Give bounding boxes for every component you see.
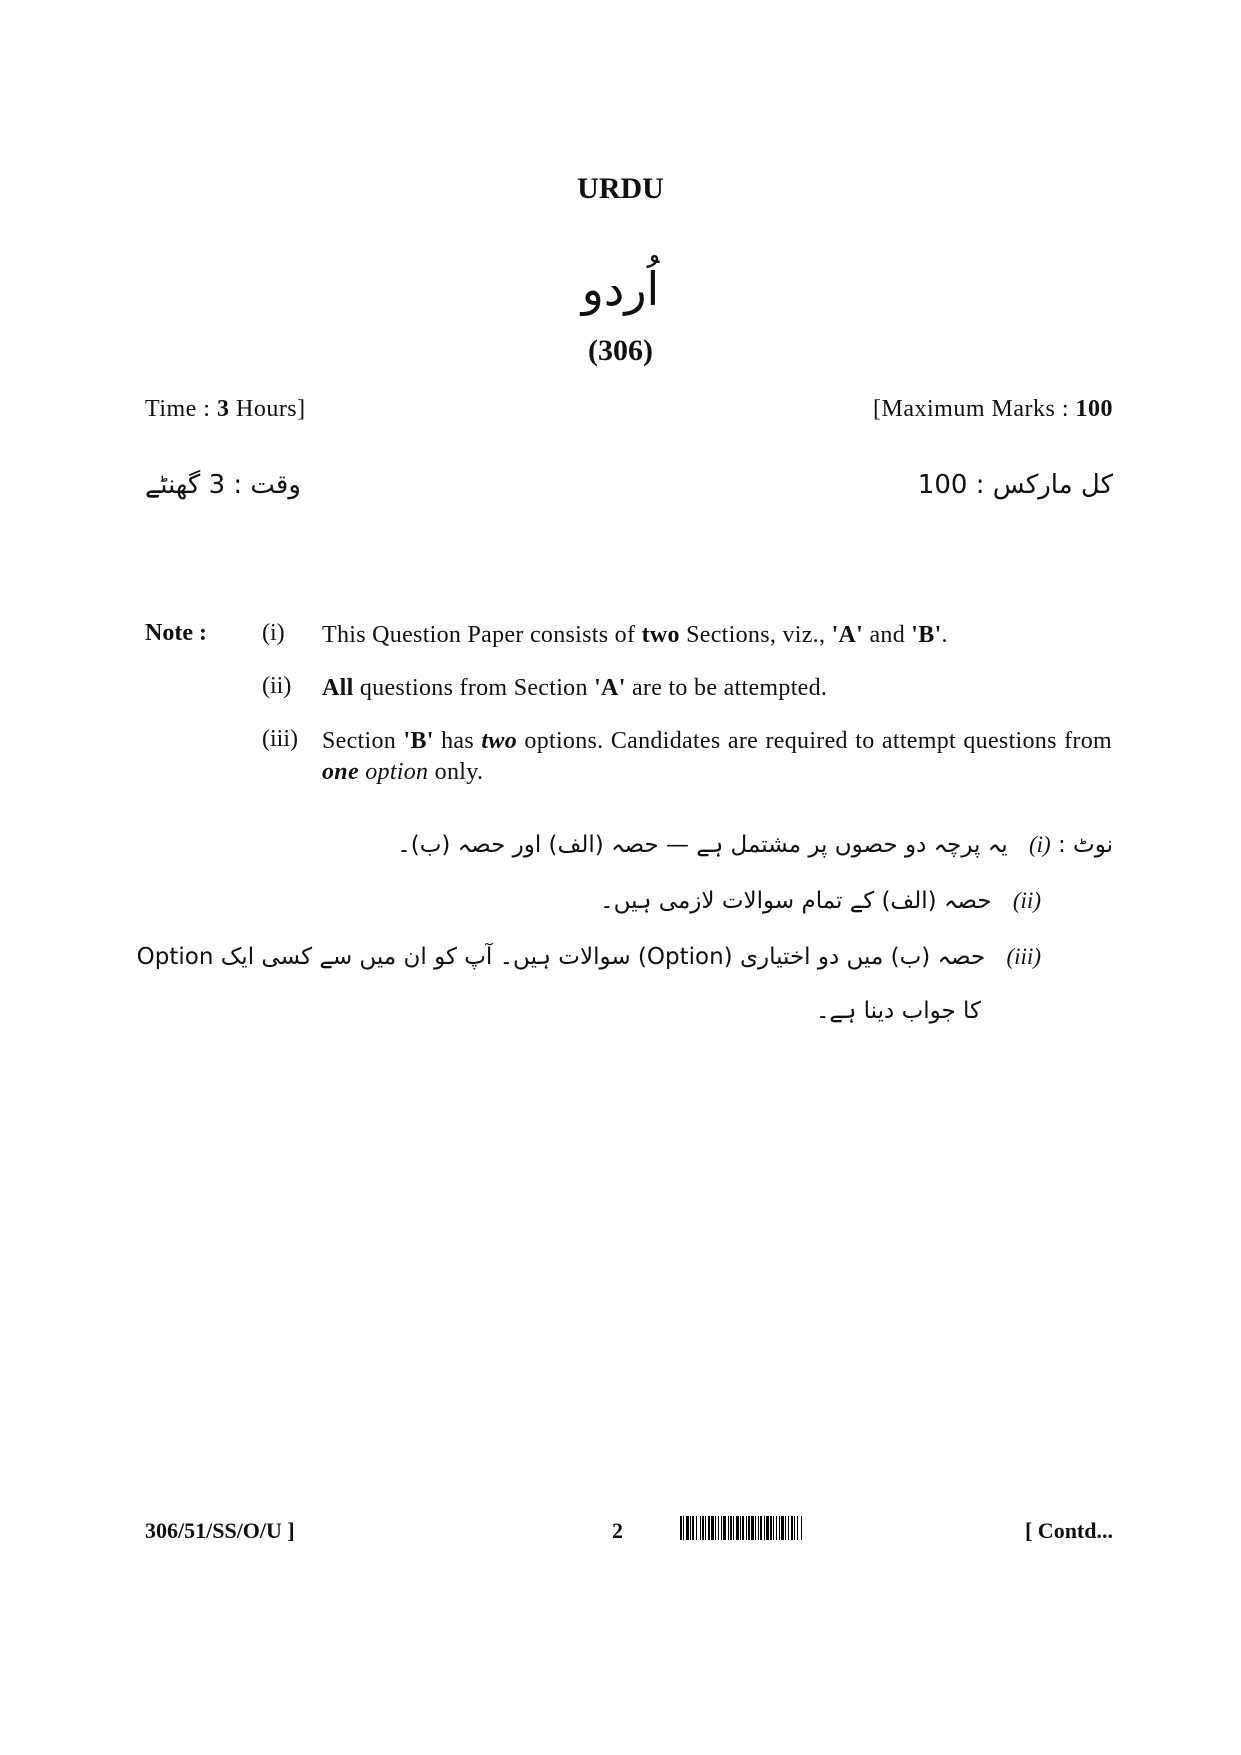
- max-marks-info-urdu: کل مارکس : 100: [917, 470, 1113, 500]
- note-item-3: (iii) Section 'B' has two options. Candidates are required to attempt questions from one option only.: [262, 726, 1112, 785]
- time-info-urdu: وقت : 3 گھنٹے: [145, 470, 301, 500]
- note-item-1: (i) This Question Paper consists of two Sections, viz., 'A' and 'B'.: [262, 620, 948, 648]
- continued-label: [ Contd...: [1024, 1518, 1113, 1543]
- barcode: [680, 1516, 970, 1540]
- page-number: 2: [612, 1518, 623, 1543]
- subject-title: URDU: [577, 172, 664, 205]
- urdu-note-item-3: (iii) حصہ (ب) میں دو اختیاری (Option) سوالات ہیں۔ آپ کو ان میں سے کسی ایک Option: [136, 944, 1041, 970]
- barcode-stripe: [802, 1516, 804, 1540]
- paper-code: 306/51/SS/O/U ]: [145, 1518, 295, 1543]
- max-marks-info: [Maximum Marks : 100: [873, 396, 1113, 422]
- urdu-note-item-2: (ii) حصہ (الف) کے تمام سوالات لازمی ہیں۔: [600, 888, 1041, 914]
- subject-title-urdu: اُردو: [581, 262, 660, 316]
- urdu-note-item-1: نوٹ : (i) یہ پرچہ دو حصوں پر مشتمل ہے — حصہ (الف) اور حصہ (ب)۔: [397, 832, 1113, 858]
- subject-code: (306): [588, 334, 653, 367]
- note-label: Note :: [145, 620, 207, 646]
- time-info: Time : 3 Hours]: [145, 396, 306, 422]
- urdu-note-item-3-continued: کا جواب دینا ہے۔: [815, 998, 981, 1024]
- urdu-notes: [133, 832, 1113, 1052]
- note-item-2: (ii) All questions from Section 'A' are to be attempted.: [262, 673, 828, 701]
